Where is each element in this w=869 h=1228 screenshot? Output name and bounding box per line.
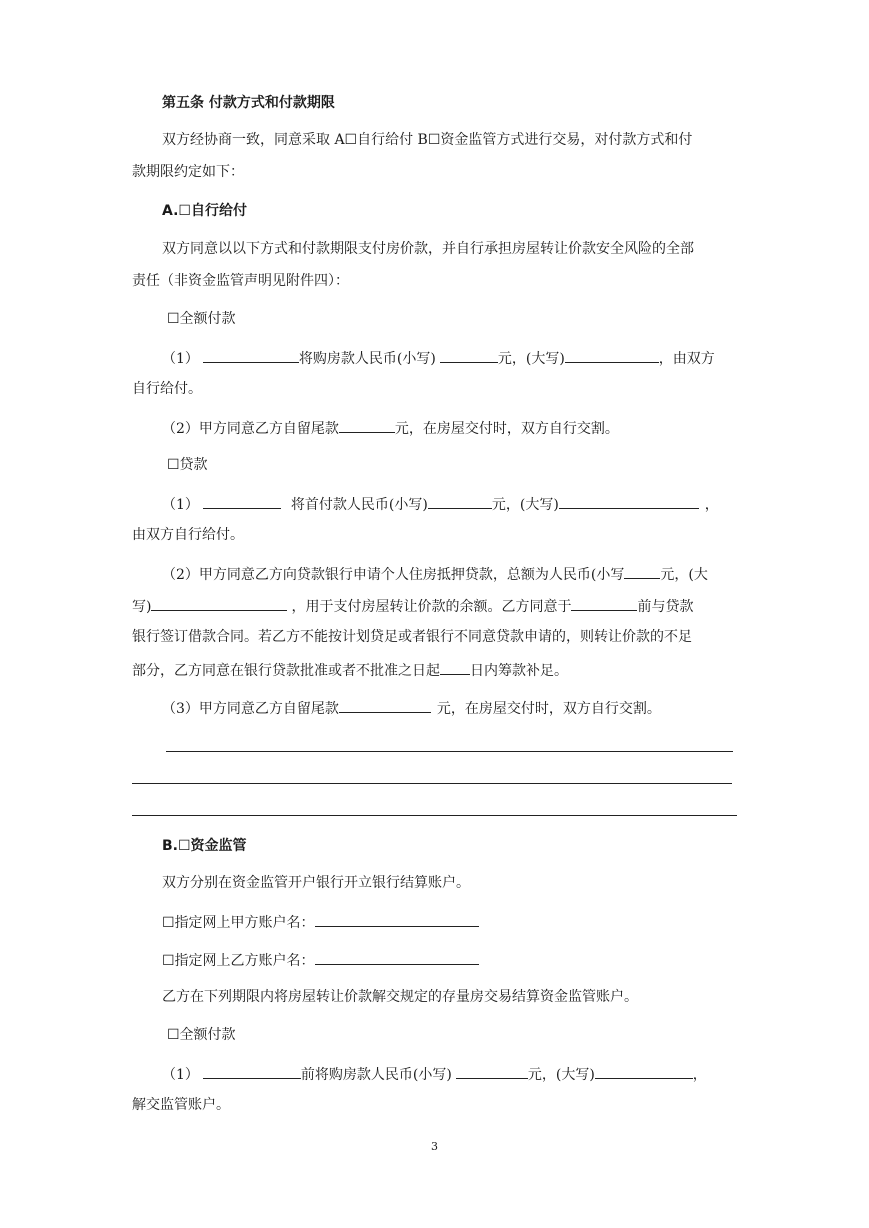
days-blank[interactable] (440, 660, 470, 675)
amount-lower-blank[interactable] (440, 348, 498, 363)
section-a-para-2: 责任（非资金监管声明见附件四）： (132, 273, 349, 289)
amount-upper-blank[interactable] (595, 1064, 693, 1079)
blank-line-2[interactable] (132, 783, 732, 784)
date-blank[interactable] (203, 1064, 301, 1079)
loan-item-1-cont: 由双方自行给付。 (132, 527, 244, 543)
loan-item-2-line-1: （2）甲方同意乙方向贷款银行申请个人住房抵押贷款，总额为人民币(小写 元，(大 (162, 564, 708, 584)
buyer-account-line: ☐指定网上乙方账户名： (162, 950, 479, 970)
date-blank[interactable] (203, 494, 281, 509)
seller-account-line: ☐指定网上甲方账户名： (162, 912, 479, 932)
section-a-para-1: 双方同意以以下方式和付款期限支付房价款，并自行承担房屋转让价款安全风险的全部 (162, 241, 694, 257)
full-payment-item-2: （2）甲方同意乙方自留尾款 元，在房屋交付时，双方自行交割。 (162, 418, 619, 438)
full-payment-heading: ☐全额付款 (167, 311, 236, 327)
loan-item-2-line-2: 写) ，用于支付房屋转让价款的余额。乙方同意于 前与贷款 (132, 596, 693, 616)
retained-amount-blank[interactable] (339, 418, 395, 433)
amount-upper-blank[interactable] (565, 348, 659, 363)
down-payment-upper-blank[interactable] (559, 494, 699, 509)
contract-date-blank[interactable] (571, 596, 637, 611)
full-payment-item-1-cont: 自行给付。 (132, 381, 202, 397)
supervised-full-payment-item-1-cont: 解交监管账户。 (132, 1097, 230, 1113)
loan-retained-amount-blank[interactable] (339, 698, 431, 713)
section-b-title: B.☐资金监管 (162, 838, 247, 854)
section-b-para-2: 乙方在下列期限内将房屋转让价款解交规定的存量房交易结算资金监管账户。 (162, 989, 638, 1005)
buyer-account-blank[interactable] (315, 950, 479, 965)
loan-item-2-line-3: 银行签订借款合同。若乙方不能按计划贷足或者银行不同意贷款申请的，则转让价款的不足 (132, 629, 692, 645)
article-title: 第五条 付款方式和付款期限 (162, 95, 335, 111)
section-b-para-1: 双方分别在资金监管开户银行开立银行结算账户。 (162, 875, 470, 891)
down-payment-lower-blank[interactable] (428, 494, 492, 509)
date-blank[interactable] (203, 348, 299, 363)
seller-account-blank[interactable] (315, 912, 479, 927)
blank-line-3[interactable] (132, 815, 737, 816)
blank-line-1[interactable] (166, 751, 733, 752)
section-a-title: A.☐自行给付 (162, 203, 247, 219)
intro-line-1: 双方经协商一致，同意采取 A☐自行给付 B☐资金监管方式进行交易，对付款方式和付 (162, 132, 693, 148)
loan-heading: ☐贷款 (167, 457, 208, 473)
amount-lower-blank[interactable] (456, 1064, 528, 1079)
page-number: 3 (431, 1140, 438, 1153)
loan-item-2-line-4: 部分，乙方同意在银行贷款批准或者不批准之日起 日内筹款补足。 (132, 660, 568, 680)
loan-item-1: （1） 将首付款人民币(小写) 元，(大写) ， (162, 494, 719, 514)
loan-item-3: （3）甲方同意乙方自留尾款 元，在房屋交付时，双方自行交割。 (162, 698, 661, 718)
supervised-full-payment-heading: ☐全额付款 (167, 1027, 236, 1043)
intro-line-2: 款期限约定如下： (132, 164, 244, 180)
loan-amount-upper-blank[interactable] (151, 596, 287, 611)
supervised-full-payment-item-1: （1） 前将购房款人民币(小写) 元，(大写) ， (162, 1064, 707, 1084)
full-payment-item-1: （1） 将购房款人民币(小写) 元，(大写) ，由双方 (162, 348, 715, 368)
loan-amount-lower-blank[interactable] (624, 564, 660, 579)
